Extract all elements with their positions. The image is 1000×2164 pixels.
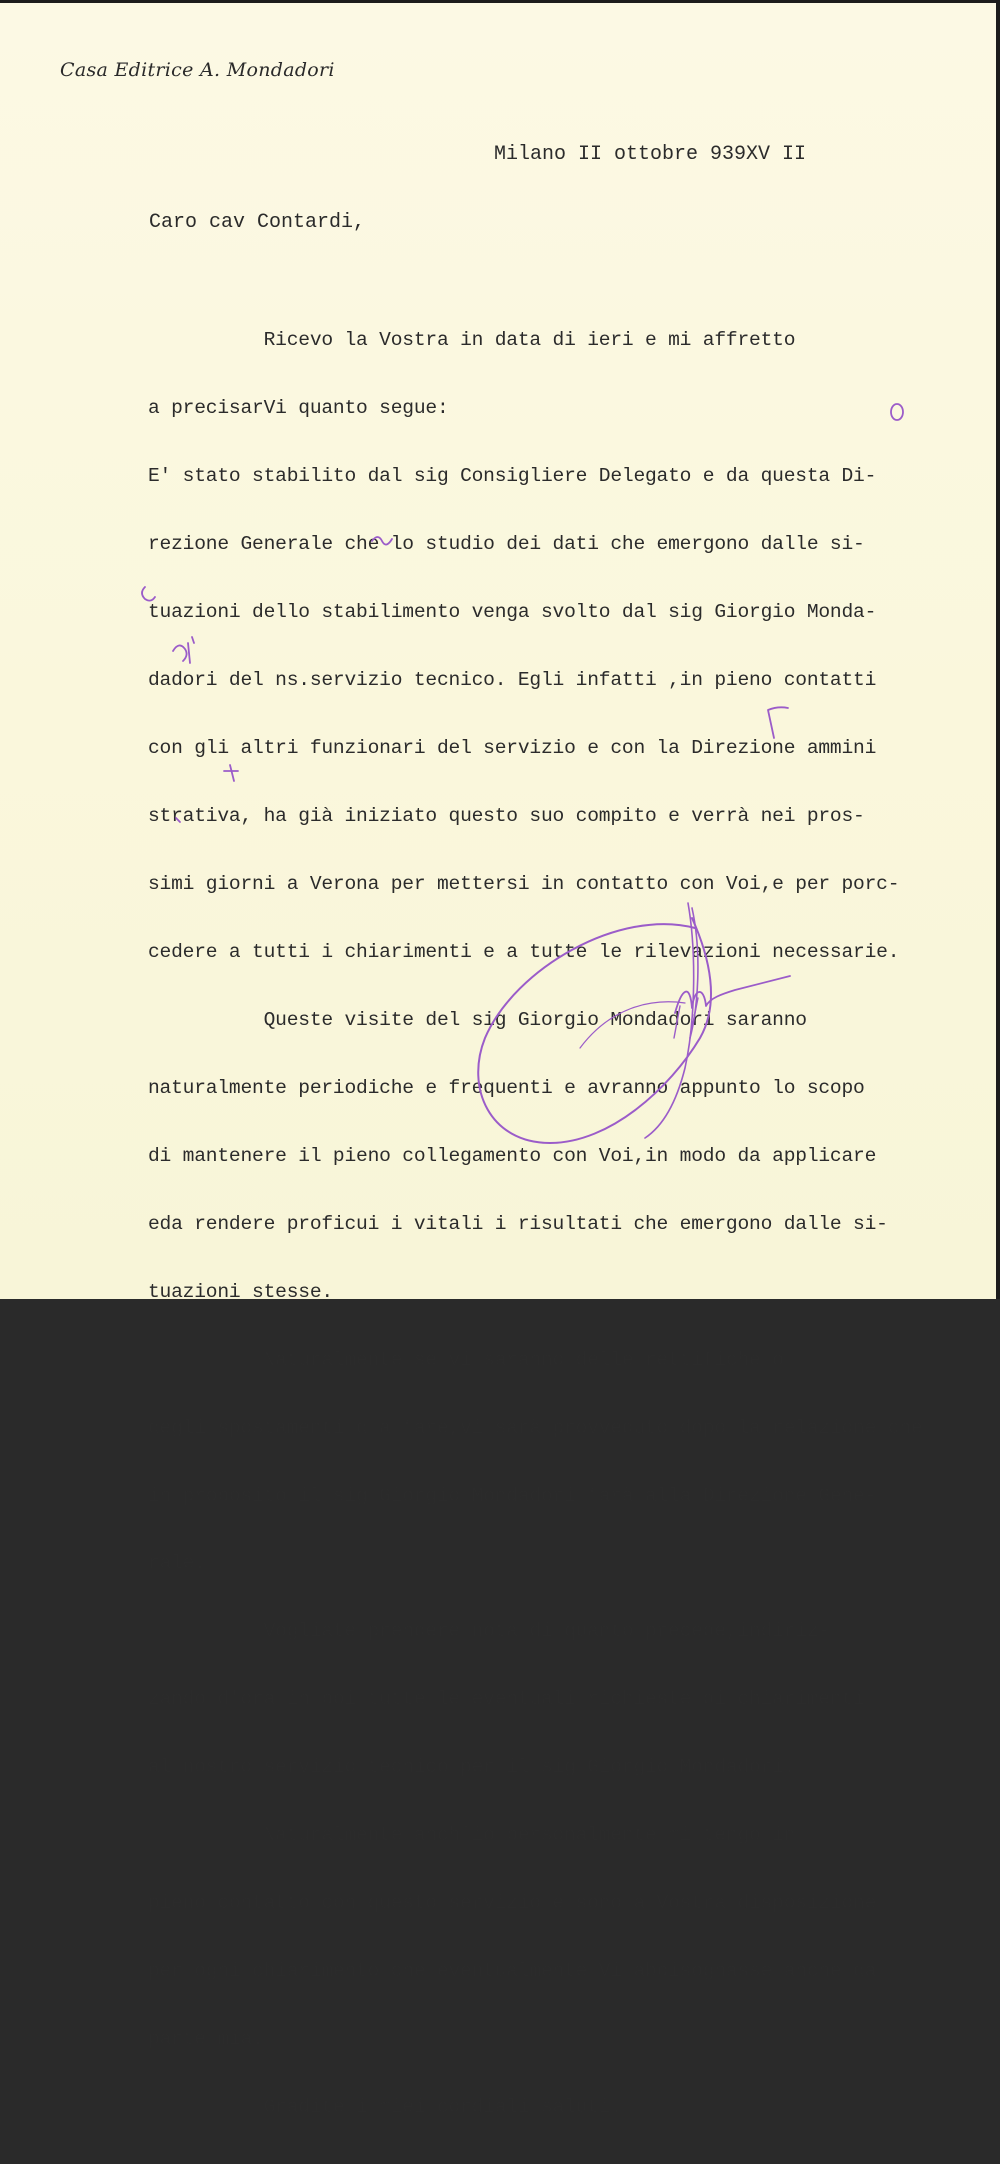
body-line: naturalmente periodiche e frequenti e avranno appunto lo scopo [148, 1076, 865, 1099]
body-line: zando d'ora in poi tutte le eventuali richieste di chiarimenti [148, 1688, 865, 1711]
body-line: Gradite i miei cordiali saluti. [148, 2096, 622, 2119]
body-line: simi giorni a Verona per mettersi in contatto con Voi,e per porc- [148, 872, 900, 895]
body-line: Ricevo la Vostra in data di ieri e mi affretto [148, 329, 796, 352]
body-line: tuazioni stesse. [148, 1280, 333, 1303]
body-line: di mantenere il pieno collegamento con Voi,in modo da applicare [148, 1144, 877, 1167]
body-line: pieno contatto con questo servizio e sono a Vostra disposizione [148, 1892, 877, 1915]
body-line: a precisarVi quanto segue: [148, 397, 449, 420]
body-line: per ogni chiarimento che eventualmente Vi abbisognasse anche da [148, 1960, 877, 1983]
body-line: parte mia. [148, 2028, 264, 2051]
salutation: Caro cav Contardi, [149, 211, 366, 234]
body-line: degli spostamenti d a fare,vi sarà provveduto dopo la relazione che [148, 1416, 923, 1439]
body-line: cedere a tutti i chiarimenti e a tutte le rilevazioni necessarie. [148, 940, 900, 963]
body-line: tuazioni dello stabilimento venga svolto dal sig Giorgio Monda- [148, 601, 877, 624]
body-line: Naturalmente anch'io personalmente mi tengo in [148, 1824, 796, 1847]
body-line: Queste visite del sig Giorgio Mondadori saranno [148, 1008, 807, 1031]
body-line: strativa, ha già iniziato questo suo compito e verrà nei pros- [148, 804, 865, 827]
body-line: in proposito il sig Giorgio Mondadori farà alla Direzione Gene- [148, 1484, 877, 1507]
body-line: al nostro servizio tecnico per il sig Giorgio Mondadori. [148, 1756, 796, 1779]
body-line: rezione Generale che lo studio dei dati che emergono dalle si- [148, 533, 865, 556]
letterhead: Casa Editrice A. Mondadori [60, 59, 335, 81]
body-line: Vogliate prendere nota di quanto precede,indiriz- [148, 1620, 830, 1643]
dateline: Milano II ottobre 939XV II [494, 143, 807, 166]
signature-flourish [460, 888, 820, 1158]
body-line: Naturalmente se vi saranno delle rettifiche o [148, 1348, 784, 1371]
body-line: dadori del ns.servizio tecnico. Egli infatti ,in pieno contatti [148, 669, 877, 692]
body-line: eda rendere proficui i vitali i risultati che emergono dalle si- [148, 1212, 888, 1235]
body-line: E' stato stabilito dal sig Consigliere Delegato e da questa Di- [148, 465, 877, 488]
body-line: rale. [148, 1552, 206, 1575]
body-line: con gli altri funzionari del servizio e con la Direzione ammini [148, 737, 877, 760]
letter-body [148, 284, 948, 2164]
